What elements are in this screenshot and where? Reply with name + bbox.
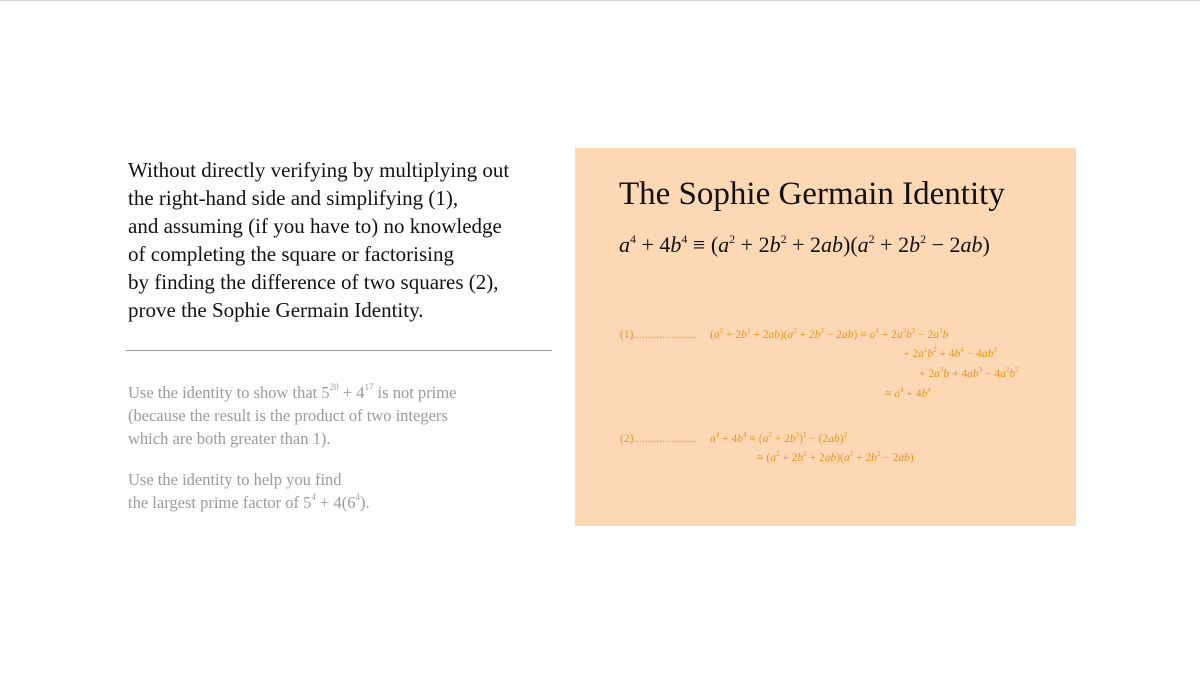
math-base: 5	[303, 493, 312, 512]
math-expression	[303, 493, 369, 512]
expansion-line-4: ≡ $a^4 + 4b^4$	[885, 386, 931, 400]
math-exponent: 17	[364, 382, 374, 392]
problem-line: of completing the square or factorising	[128, 242, 454, 266]
task-line: (because the result is the product of two integers	[128, 406, 448, 425]
task-line	[128, 381, 568, 404]
math-base: 4	[356, 383, 365, 402]
task-line	[128, 491, 568, 514]
problem-line: prove the Sophie Germain Identity.	[128, 298, 424, 322]
problem-line: and assuming (if you have to) no knowledge	[128, 214, 502, 238]
identity-panel	[575, 148, 1076, 526]
top-border	[0, 0, 1200, 1]
task-text: Use the identity to show that	[128, 383, 322, 402]
math-exponent: 20	[329, 382, 339, 392]
task-text: is not prime	[373, 383, 457, 402]
difference-line-2: ≡ $(a^2 + 2b^2 + 2ab)(a^2 + 2b^2 - 2ab)$	[757, 450, 914, 464]
math-text: ).	[359, 493, 370, 512]
label-difference-of-squares: (2)......................	[620, 433, 697, 445]
problem-line: by finding the difference of two squares (2),	[128, 270, 499, 294]
task-not-prime	[128, 381, 568, 450]
math-operator: + 4(6	[315, 493, 356, 512]
math-exponent: 4	[311, 492, 316, 502]
task-largest-prime-factor	[128, 468, 568, 514]
identity-formula: $a^4 + 4b^4 \equiv (a^2 + 2b^2 + 2ab)(a^2 + 2b^2 - 2ab)$	[619, 232, 990, 257]
panel-title: The Sophie Germain Identity	[619, 176, 1005, 212]
problem-line: Without directly verifying by multiplying out	[128, 158, 510, 182]
expansion-line-1: $(a^2 + 2b^2 + 2ab)(a^2 + 2b^2 - 2ab) \equiv a^4 + 2a^2b^2 - 2a^3b$	[710, 327, 949, 341]
section-divider	[126, 350, 552, 351]
difference-line-1: $a^4 + 4b^4 \equiv (a^2 + 2b^2)^2 - (2ab)^2$	[710, 431, 848, 445]
task-text: the largest prime factor of	[128, 493, 304, 512]
label-expansion: (1)......................	[620, 329, 697, 341]
task-line: Use the identity to help you find	[128, 470, 342, 489]
math-expression	[321, 383, 373, 402]
expansion-line-2: + $2a^2b^2 + 4b^4 - 4ab^3$	[903, 346, 997, 360]
math-exponent: 4	[355, 492, 360, 502]
problem-line: the right-hand side and simplifying (1),	[128, 186, 459, 210]
expansion-line-3: + $2a^3b + 4ab^3 - 4a^2b^2$	[919, 366, 1019, 380]
math-base: 5	[321, 383, 330, 402]
task-line: which are both greater than 1).	[128, 429, 331, 448]
problem-statement	[128, 156, 558, 324]
math-operator: +	[338, 383, 357, 402]
